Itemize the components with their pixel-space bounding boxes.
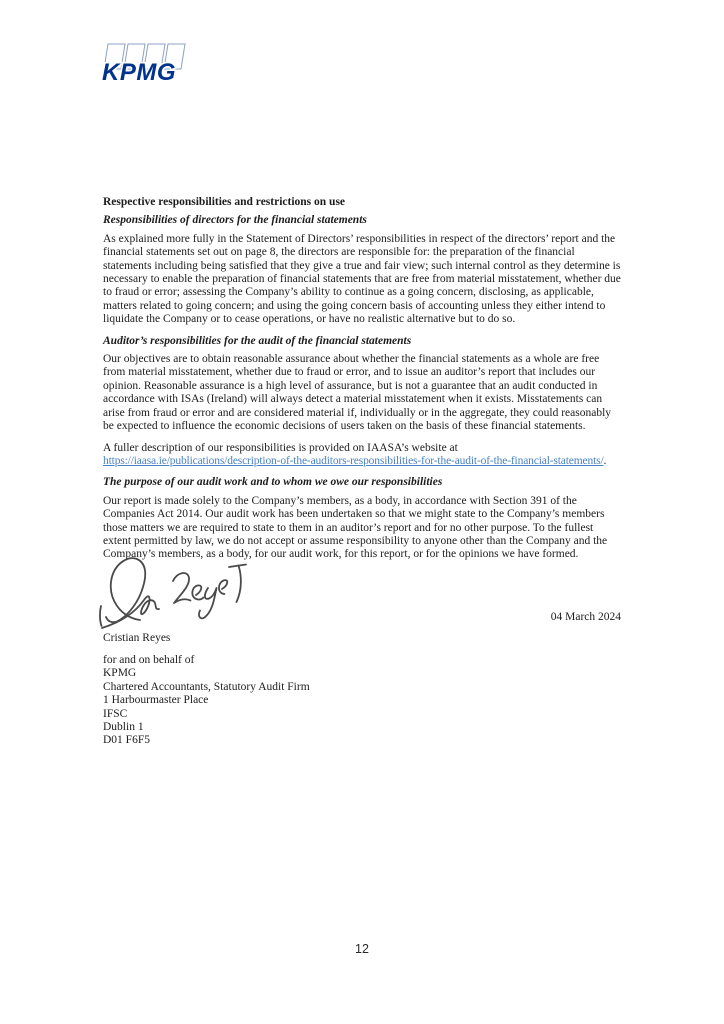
logo-wordmark: KPMG [102, 59, 176, 84]
address-line: Dublin 1 [103, 721, 144, 734]
address-line: for and on behalf of [103, 654, 195, 666]
fuller-description-paragraph [103, 442, 621, 469]
fuller-description-suffix: . [603, 454, 607, 467]
section-heading: Respective responsibilities and restrictions on use [103, 196, 346, 208]
report-date: 04 March 2024 [550, 611, 621, 623]
auditors-responsibilities-paragraph: Our objectives are to obtain reasonable assurance about whether the financial statements as a whole are free from material misstatement, whether due to fraud or error, and to issue an auditor’s report that includes our opinion. Reasonable assurance is a high level of assurance, but is not a guarantee that an audit conducted in accordance with ISAs (Ireland) will always detect a material misstatement when it exists. Misstatements can arise from fraud or error and are considered material if, individually or in the aggregate, they could reasonably be expected to influence the economic decisions of users taken on the basis of these financial statements. [103, 353, 612, 433]
page-number: 12 [355, 942, 369, 956]
auditors-responsibilities-heading: Auditor’s responsibilities for the audit of the financial statements [103, 334, 412, 347]
purpose-heading: The purpose of our audit work and to whom we owe our responsibilities [103, 476, 443, 489]
directors-responsibilities-heading: Responsibilities of directors for the financial statements [103, 214, 367, 227]
purpose-paragraph: Our report is made solely to the Company’s members, as a body, in accordance with Section 391 of the Companies Act 2014. Our audit work has been undertaken so that we might state to the Company’s members those matters we are required to state to them in an auditor’s report and for no other purpose. To the fullest extent permitted by law, we do not accept or assume responsibility to anyone other than the Company and the Company’s members, as a body, for our audit work, for this report, or for the opinions we have formed. [103, 494, 608, 561]
report-body [103, 196, 621, 570]
address-line: Chartered Accountants, Statutory Audit Firm [103, 680, 310, 693]
address-line: IFSC [103, 707, 128, 720]
address-line: 1 Harbourmaster Place [103, 694, 209, 707]
iaasa-link[interactable]: https://iaasa.ie/publications/description-of-the-auditors-responsibilities-for-the-audit-of-the-financial-statements/ [103, 454, 604, 467]
kpmg-logo [100, 42, 192, 84]
firm-address-block [103, 654, 310, 748]
fuller-description-text: A fuller description of our responsibilities is provided on IAASA’s website at [103, 441, 458, 454]
directors-responsibilities-paragraph: As explained more fully in the Statement of Directors’ responsibilities in respect of the directors’ report and the financial statements set out on page 8, the directors are responsible for: the preparation of the financial statements including being satisfied that they give a true and fair view; such internal control as they determine is necessary to enable the preparation of financial statements that are free from material misstatement, whether due to fraud or error; assessing the Company’s ability to continue as a going concern, disclosing, as applicable, matters related to going concern; and using the going concern basis of accounting unless they either intend to liquidate the Company or to cease operations, or have no realistic alternative but to do so. [103, 232, 621, 326]
signature-image [96, 554, 248, 636]
address-line: KPMG [103, 667, 137, 680]
signatory-name: Cristian Reyes [103, 632, 171, 644]
address-line: D01 F6F5 [103, 734, 150, 747]
